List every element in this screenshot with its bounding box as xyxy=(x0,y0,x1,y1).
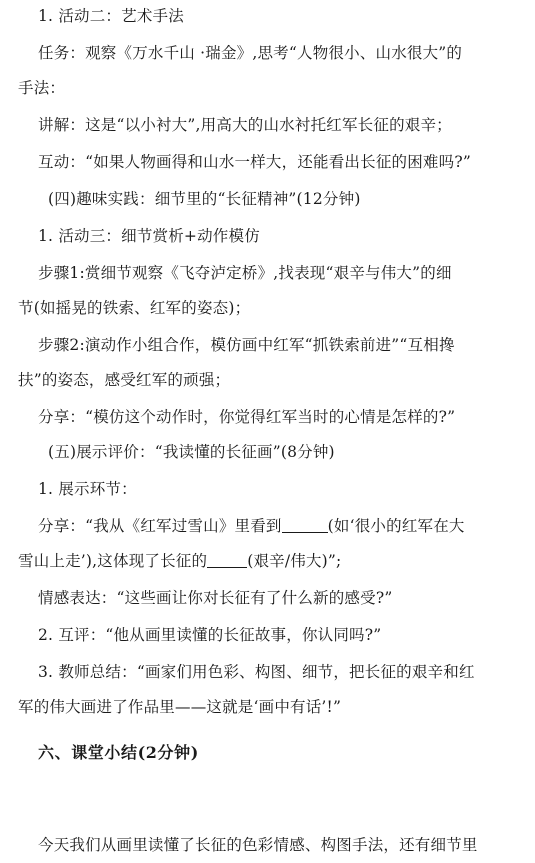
share-fill-in2-before: 雪山上走’),这体现了长征的 xyxy=(18,552,208,570)
fill-in-blank xyxy=(282,518,328,533)
share-fill-in-after: (如‘很小的红军在大 xyxy=(327,517,465,535)
share-fill-in-cont xyxy=(18,551,521,571)
fill-in-blank-2 xyxy=(207,553,247,568)
share-fill-in-before: 分享：“我从《红军过雪山》里看到 xyxy=(38,517,282,535)
explanation-text: 讲解：这是“以小衬大”,用高大的山水衬托红军长征的艰辛； xyxy=(38,116,452,134)
share-fill-in2-after: (艰辛/伟大)”; xyxy=(247,552,342,570)
task-text-cont: 手法： xyxy=(18,79,66,97)
share-fill-in xyxy=(18,516,521,536)
share-question: 分享：“模仿这个动作时，你觉得红军当时的心情是怎样的?” xyxy=(38,408,456,426)
summary-text-cut: 今天我们从画里读懂了长征的色彩情感、构图手法，还有细节里 xyxy=(38,836,478,854)
step-2-text: 步骤2:演动作小组合作，模仿画中红军“抓铁索前进”“互相搀 xyxy=(38,336,455,354)
section-6-heading: 六、课堂小结(2分钟) xyxy=(38,743,199,762)
teacher-summary-cont: 军的伟大画进了作品里——这就是‘画中有话’!” xyxy=(18,698,342,716)
teacher-summary: 3. 教师总结：“画家们用色彩、构图、细节，把长征的艰辛和红 xyxy=(38,663,475,681)
step-2-text-cont: 扶”的姿态，感受红军的顽强； xyxy=(18,371,231,389)
interaction-text: 互动：“如果人物画得和山水一样大，还能看出长征的困难吗?” xyxy=(38,153,471,171)
step-1-text: 步骤1:赏细节观察《飞夺泸定桥》,找表现“艰辛与伟大”的细 xyxy=(38,264,452,282)
section-5-heading: (五)展示评价：“我读懂的长征画”(8分钟) xyxy=(48,443,335,461)
showcase-title: 1. 展示环节： xyxy=(38,480,137,498)
step-1-text-cont: 节(如摇晃的铁索、红军的姿态)； xyxy=(18,299,251,317)
section-4-heading: (四)趣味实践：细节里的“长征精神”(12分钟) xyxy=(48,190,361,208)
activity-2-title: 1. 活动二：艺术手法 xyxy=(38,7,184,25)
peer-review: 2. 互评：“他从画里读懂的长征故事，你认同吗?” xyxy=(38,626,382,644)
activity-3-title: 1. 活动三：细节赏析+动作模仿 xyxy=(38,227,260,245)
task-text: 任务：观察《万水千山 ·瑞金》,思考“人物很小、山水很大”的 xyxy=(38,44,463,62)
emotion-expression: 情感表达：“这些画让你对长征有了什么新的感受?” xyxy=(38,589,393,607)
